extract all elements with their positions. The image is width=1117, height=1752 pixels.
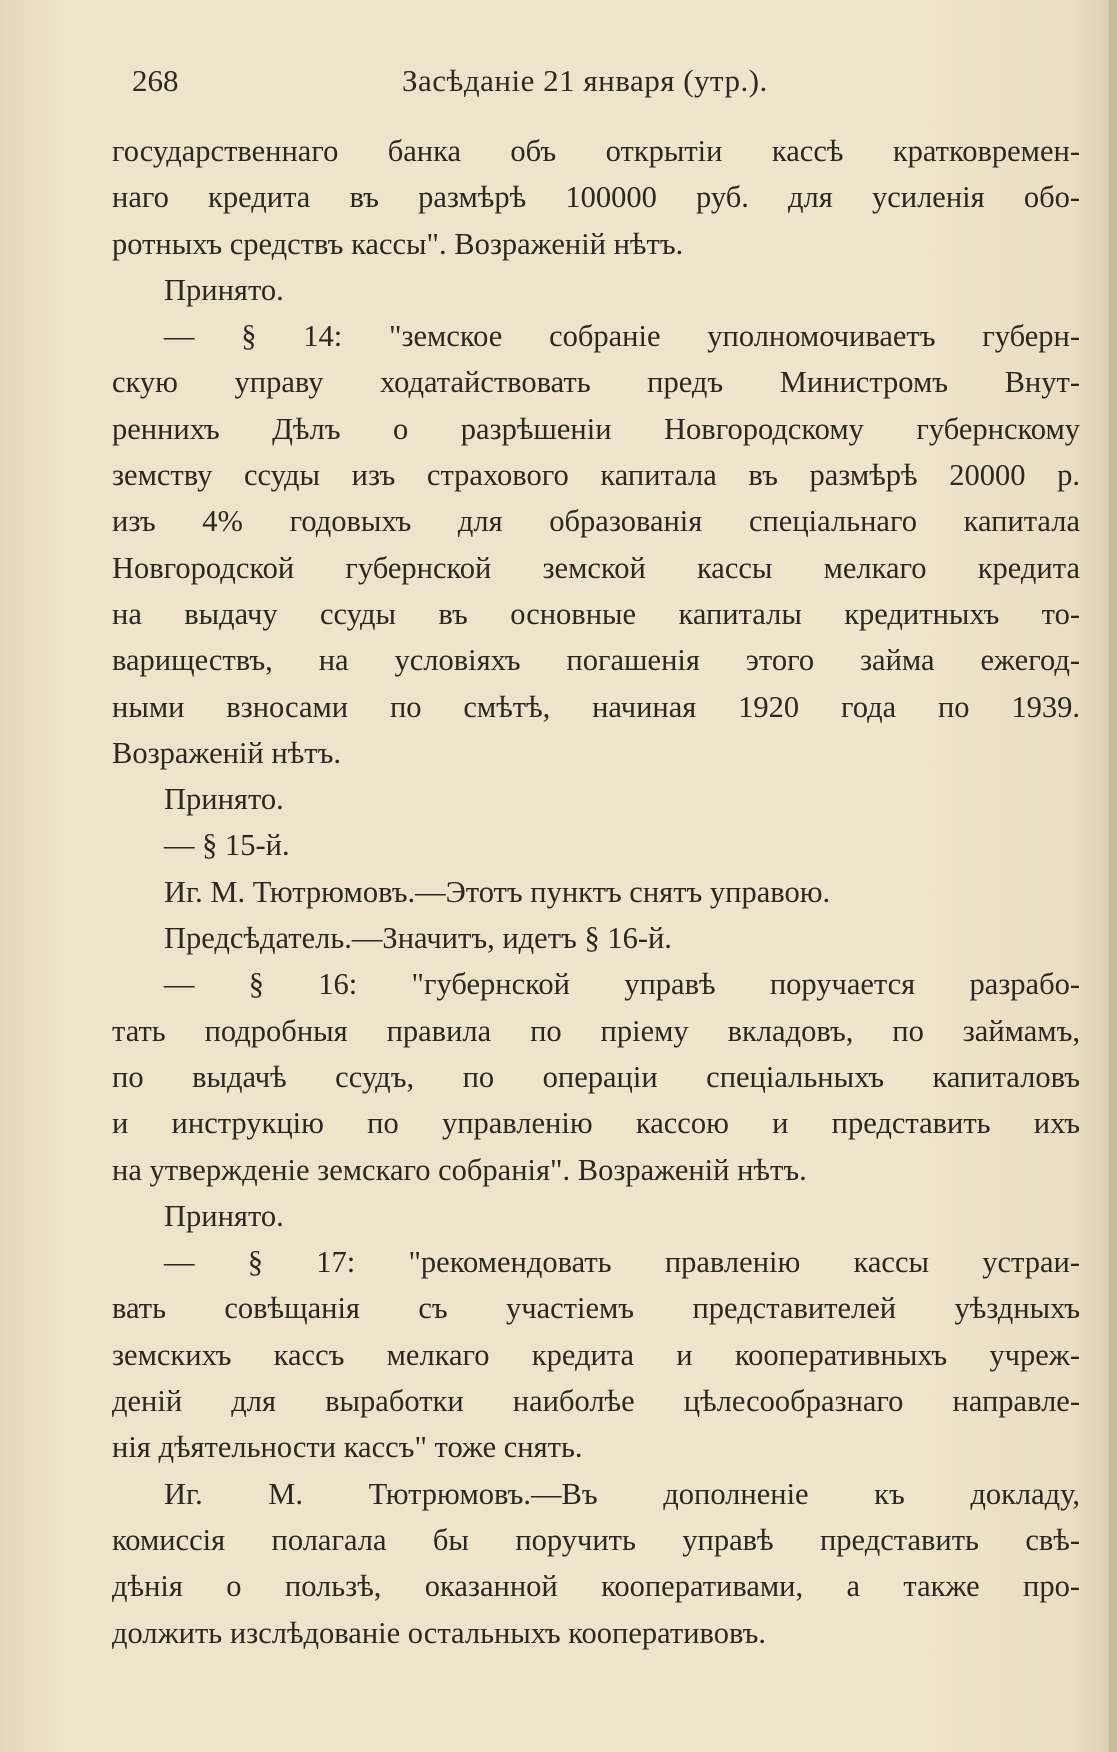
body-text — [112, 128, 1100, 1656]
page-header — [132, 56, 992, 106]
page-edge — [1109, 0, 1117, 1752]
text-line: — § 16: "губернской управѣ поручается разрабо- — [164, 967, 1080, 1002]
text-line: на выдачу ссуды въ основные капиталы кредитныхъ то- — [112, 596, 1080, 631]
text-line: государственнаго банка объ открытіи кассѣ кратковремен- — [112, 134, 1080, 168]
text-line: реннихъ Дѣлъ о разрѣшеніи Новгородскому губернскому — [112, 411, 1080, 446]
text-line: дѣнія о пользѣ, оказанной кооперативами, а также про- — [112, 1569, 1080, 1604]
text-line: — § 17: "рекомендовать правленію кассы устраи- — [164, 1245, 1080, 1280]
page-number: 268 — [132, 63, 179, 98]
running-head: Засѣданіе 21 января (утр.). — [402, 63, 768, 98]
text-line: земскихъ кассъ мелкаго кредита и кооперативныхъ учреж- — [112, 1337, 1080, 1372]
text-line: вариществъ, на условіяхъ погашенія этого займа ежегод- — [112, 643, 1080, 678]
text-line: изъ 4% годовыхъ для образованія спеціальнаго капитала — [112, 504, 1080, 539]
text-line: должить изслѣдованіе остальныхъ кооперативовъ. — [112, 1615, 767, 1650]
text-line: ротныхъ средствъ кассы". Возраженій нѣтъ. — [112, 226, 684, 261]
text-line: комиссія полагала бы поручить управѣ представить свѣ- — [112, 1522, 1080, 1557]
text-line: — § 15-й. — [164, 828, 290, 863]
text-line: Принято. — [164, 782, 284, 817]
text-line: Иг. М. Тютрюмовъ.—Въ дополненіе къ докладу, — [164, 1476, 1080, 1511]
text-line: Новгородской губернской земской кассы мелкаго кредита — [112, 550, 1080, 585]
text-line: тать подробныя правила по пріему вкладовъ, по займамъ, — [112, 1013, 1080, 1048]
text-line: деній для выработки наиболѣе цѣлесообразнаго направле- — [112, 1384, 1080, 1419]
text-line: и инструкцію по управленію кассою и представить ихъ — [112, 1106, 1080, 1141]
text-line: Предсѣдатель.—Значитъ, идетъ § 16-й. — [164, 921, 672, 956]
text-line: земству ссуды изъ страхового капитала въ размѣрѣ 20000 р. — [112, 458, 1080, 493]
text-line: по выдачѣ ссудъ, по операціи спеціальныхъ капиталовъ — [112, 1059, 1080, 1094]
text-line: Принято. — [164, 1198, 284, 1233]
text-line: на утвержденіе земскаго собранія". Возраженій нѣтъ. — [112, 1152, 807, 1187]
text-line: нія дѣятельности кассъ" тоже снять. — [112, 1430, 583, 1465]
text-line: Принято. — [164, 272, 284, 307]
text-line: — § 14: "земское собраніе уполномочиваетъ губерн- — [164, 319, 1080, 354]
text-line: Возраженій нѣтъ. — [112, 735, 341, 770]
text-line: вать совѣщанія съ участіемъ представителей уѣздныхъ — [112, 1291, 1080, 1326]
text-line: Иг. М. Тютрюмовъ.—Этотъ пунктъ снятъ управою. — [164, 874, 831, 909]
text-line: ными взносами по смѣтѣ, начиная 1920 года по 1939. — [112, 689, 1080, 724]
text-line: наго кредита въ размѣрѣ 100000 руб. для усиленія обо- — [112, 180, 1080, 215]
text-line: скую управу ходатайствовать предъ Министромъ Внут- — [112, 365, 1080, 400]
